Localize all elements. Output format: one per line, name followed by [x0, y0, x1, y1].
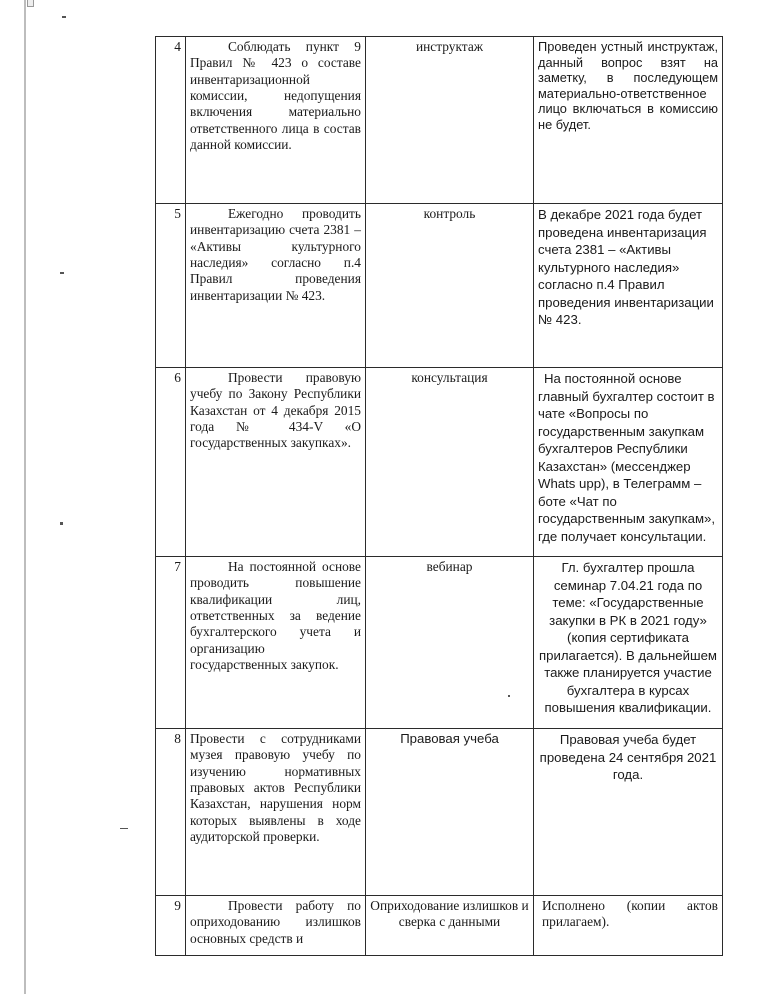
row-number: 8: [156, 729, 186, 896]
result-cell: Гл. бухгалтер прошла семинар 7.04.21 года по теме: «Государственные закупки в РК в 2021 году» (копия сертификата прилагается). В дальнейшем также планируется участие бухгалтера в курсах повышения квалификации.: [534, 557, 723, 729]
table-row: [156, 729, 723, 896]
result-cell: Правовая учеба будет проведена 24 сентября 2021 года.: [534, 729, 723, 896]
row-number: 4: [156, 37, 186, 204]
table-row: [156, 896, 723, 956]
requirement-cell: Ежегодно проводить инвентаризацию счета 2381 – «Активы культурного наследия» согласно п.4 Правил проведения инвентаризации № 423.: [186, 204, 366, 368]
row-number: 5: [156, 204, 186, 368]
table-row: [156, 557, 723, 729]
requirement-cell: Соблюдать пункт 9 Правил № 423 о составе инвентаризационной комиссии, недопущения включения материально ответственного лица в состав данной комиссии.: [186, 37, 366, 204]
action-cell: контроль: [366, 204, 534, 368]
requirement-cell: Провести работу по оприходованию излишков основных средств и: [186, 896, 366, 956]
corner-mark: [27, 0, 34, 7]
scan-speck: [60, 522, 63, 525]
table-row: [156, 37, 723, 204]
action-cell: Оприходование излишков и сверка с данными: [366, 896, 534, 956]
scan-edge: [24, 0, 26, 994]
row-number: 6: [156, 368, 186, 557]
row-number: 9: [156, 896, 186, 956]
action-cell: консультация: [366, 368, 534, 557]
row-number: 7: [156, 557, 186, 729]
scan-speck: [60, 272, 64, 274]
requirement-cell: На постоянной основе проводить повышение квалификации лиц, ответственных за ведение бухгалтерского учета и организацию государственных закупок.: [186, 557, 366, 729]
result-cell: Исполнено (копии актов прилагаем).: [534, 896, 723, 956]
action-cell: вебинар: [366, 557, 534, 729]
scan-speck: [120, 828, 128, 829]
inspection-table: [155, 36, 723, 956]
action-cell: Правовая учеба: [366, 729, 534, 896]
action-cell: инструктаж: [366, 37, 534, 204]
requirement-cell: Провести с сотрудниками музея правовую учебу по изучению нормативных правовых актов Республики Казахстан, нарушения норм которых выявлены в ходе аудиторской проверки.: [186, 729, 366, 896]
result-cell: На постоянной основе главный бухгалтер состоит в чате «Вопросы по государственным закупкам бухгалтеров Республики Казахстан» (мессенджер Whats upp), в Телеграмм – боте «Чат по государственным закупкам», где получает консультации.: [534, 368, 723, 557]
result-cell: В декабре 2021 года будет проведена инвентаризация счета 2381 – «Активы культурного наследия» согласно п.4 Правил проведения инвентаризации № 423.: [534, 204, 723, 368]
scan-speck: [62, 16, 66, 18]
requirement-cell: Провести правовую учебу по Закону Республики Казахстан от 4 декабря 2015 года № 434-V «О государственных закупках».: [186, 368, 366, 557]
result-cell: Проведен устный инструктаж, данный вопрос взят на заметку, в последующем материально-ответственное лицо включаться в комиссию не будет.: [534, 37, 723, 204]
table-row: [156, 368, 723, 557]
table-row: [156, 204, 723, 368]
